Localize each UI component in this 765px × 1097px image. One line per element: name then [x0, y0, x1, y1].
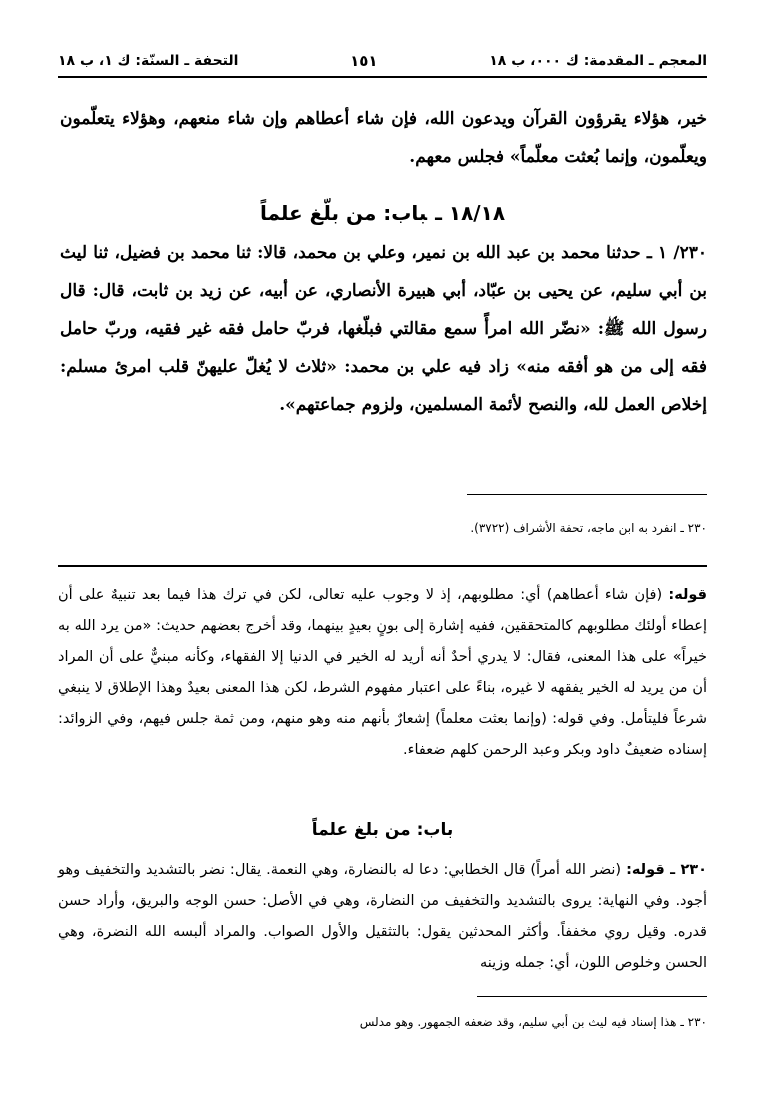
continuation-paragraph: خير، هؤلاء يقرؤون القرآن ويدعون الله، فإن شاء أعطاهم وإن شاء منعهم، وهؤلاء يتعلّمون ويعلّمون، وإنما بُعثت معلّماً» فجلس معهم. — [60, 109, 707, 167]
chapter-title: باب: من بلّغ علماً — [259, 201, 428, 225]
sub-chapter-title: باب: من بلغ علماً — [311, 820, 454, 840]
footnote-top: ٢٣٠ ـ انفرد به ابن ماجه، تحفة الأشراف (٣٧٢٢). — [470, 521, 707, 535]
page-number: ١٥١ — [350, 52, 378, 70]
chapter-heading — [58, 198, 707, 228]
commentary-label: قوله: — [668, 587, 708, 603]
footnote-bottom: ٢٣٠ ـ هذا إسناد فيه ليث بن أبي سليم، وقد ضعفه الجمهور. وهو مدلس — [359, 1015, 707, 1029]
footnote-separator — [467, 494, 707, 495]
commentary2-label: ٢٣٠ ـ قوله: — [626, 862, 708, 878]
commentary2-text: (نضر الله أمراً) قال الخطابي: دعا له بالنضارة، وهي النعمة. يقال: نضر بالتشديد والتخفيف وهو أجود. وفي النهاية: يروى بالتشديد والتخفيف من النضارة، وهي في الأصل: حسن الوجه والبريق، وأراد حسن قدره. وقيل روي مخففاً. وأكثر المحدثين يقول: بالتثقيل والأول الصواب. والمراد ألبسه الله النضرة، وهي الحسن وخلوص اللون، أي: جمله وزينه — [58, 862, 707, 971]
bottom-footnote-separator — [477, 996, 707, 997]
header-rule — [58, 76, 707, 78]
hadith-text — [60, 234, 707, 424]
commentary-block-1 — [58, 580, 707, 766]
commentary-rule — [58, 565, 707, 567]
continuation-text — [60, 100, 707, 176]
chapter-number: ١٨/١٨ ـ — [435, 201, 506, 225]
running-header — [58, 50, 707, 72]
header-left: التحفة ـ السنّة: ك ١، ب ١٨ — [58, 53, 239, 69]
commentary-text: (فإن شاء أعطاهم) أي: مطلوبهم، إذ لا وجوب عليه تعالى، لكن في ترك هذا فيما بعد تنبيهٌ على أن إعطاء أولئك مطلوبهم كالمتحققين، ففيه إشارة إلى بونٍ بعيدٍ بينهما، وقد أخرج بعضهم حديث: «من يرد الله به خيراً» على هذا المعنى، فقال: لا يدري أحدٌ أنه أريد له الخير في الدنيا إلا الفقهاء، وكأنه مبنيٌّ على أن المراد أن من يريد له الخير يفقهه لا غيره، بناءً على اعتبار مفهوم الشرط، لكن هذا المعنى بعيدٌ وهذا الإطلاق لا ينبغي شرعاً فليتأمل. وفي قوله: (وإنما بعثت معلماً) إشعارٌ بأنهم منه وهو منهم، ومن ثمة جلس فيهم، وفي الزوائد: إسناده ضعيفٌ داود وبكر وعبد الرحمن كلهم ضعفاء. — [58, 587, 707, 758]
hadith-paragraph: ٢٣٠/ ١ ـ حدثنا محمد بن عبد الله بن نمير، وعلي بن محمد، قالا: ثنا محمد بن فضيل، ثنا ليث بن أبي سليم، عن يحيى بن عبّاد، أبي هبيرة الأنصاري، عن أبيه، عن زيد بن ثابت، قال: قال رسول الله ﷺ: «نضّر الله امرأً سمع مقالتي فبلّغها، فربّ حامل فقه غير فقيه، وربّ حامل فقه إلى من هو أفقه منه» زاد فيه علي بن محمد: «ثلاث لا يُغلّ عليهنّ قلب امرئ مسلم: إخلاص العمل لله، والنصح لأئمة المسلمين، ولزوم جماعتهم». — [60, 243, 707, 415]
header-right: المعجم ـ المقدمة: ك ٠٠٠، ب ١٨ — [489, 53, 707, 69]
commentary-block-2 — [58, 855, 707, 979]
